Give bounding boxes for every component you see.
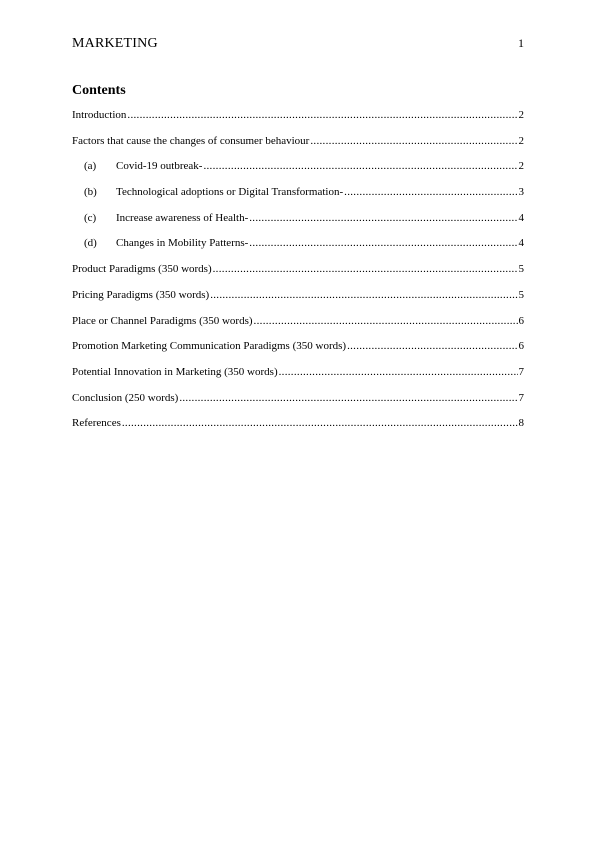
header-page-number: 1 — [518, 36, 524, 50]
toc-entry-marker: (b) — [84, 186, 97, 198]
toc-entry-conclusion[interactable] — [72, 390, 524, 406]
toc-entry-factors[interactable] — [72, 133, 524, 149]
toc-entry-technological[interactable] — [84, 184, 524, 200]
toc-dot-leader — [213, 261, 518, 277]
toc-entry-text: Factors that cause the changes of consumer behaviour — [72, 135, 310, 147]
toc-entry-page: 4 — [518, 212, 524, 224]
toc-dot-leader — [344, 184, 517, 200]
toc-entry-page: 2 — [518, 135, 524, 147]
toc-entry-covid[interactable] — [84, 158, 524, 174]
toc-dot-leader — [122, 415, 518, 431]
toc-entry-text: Product Paradigms (350 words) — [72, 263, 212, 275]
toc-dot-leader — [127, 107, 517, 123]
toc-dot-leader — [203, 158, 517, 174]
toc-dot-leader — [179, 390, 517, 406]
toc-entry-page: 3 — [518, 186, 524, 198]
toc-entry-text: Technological adoptions or Digital Transformation- — [116, 186, 344, 198]
toc-entry-introduction[interactable] — [72, 107, 524, 123]
toc-entry-page: 7 — [518, 392, 524, 404]
toc-entry-text: Introduction — [72, 109, 127, 121]
toc-entry-product[interactable] — [72, 261, 524, 277]
toc-entry-page: 5 — [518, 289, 524, 301]
toc-entry-text: Covid-19 outbreak- — [116, 160, 203, 172]
toc-entry-text: Changes in Mobility Patterns- — [116, 237, 249, 249]
toc-entry-text: Pricing Paradigms (350 words) — [72, 289, 210, 301]
toc-dot-leader — [254, 313, 518, 329]
toc-dot-leader — [210, 287, 517, 303]
toc-dot-leader — [310, 133, 517, 149]
toc-entry-page: 2 — [518, 160, 524, 172]
toc-dot-leader — [279, 364, 518, 380]
header-title: MARKETING — [72, 36, 158, 51]
toc-entry-marker: (a) — [84, 160, 97, 172]
toc-entry-page: 2 — [518, 109, 524, 121]
toc-entry-promotion[interactable] — [72, 338, 524, 354]
toc-entry-marker: (d) — [84, 237, 97, 249]
toc-entry-innovation[interactable] — [72, 364, 524, 380]
toc-entry-text: Increase awareness of Health- — [116, 212, 249, 224]
page-header — [72, 36, 524, 52]
toc-entry-text: Promotion Marketing Communication Paradigms (350 words) — [72, 340, 347, 352]
toc-dot-leader — [347, 338, 517, 354]
toc-entry-page: 6 — [518, 315, 524, 327]
toc-entry-page: 6 — [518, 340, 524, 352]
toc-entry-references[interactable] — [72, 415, 524, 431]
toc-entry-page: 5 — [518, 263, 524, 275]
toc-entry-page: 7 — [518, 366, 524, 378]
toc-entry-mobility[interactable] — [84, 235, 524, 251]
toc-entry-text: Potential Innovation in Marketing (350 words) — [72, 366, 278, 378]
toc-entry-text: Conclusion (250 words) — [72, 392, 179, 404]
toc-entry-text: References — [72, 417, 121, 429]
toc-entry-page: 4 — [518, 237, 524, 249]
toc-heading: Contents — [72, 83, 126, 98]
toc-dot-leader — [249, 210, 517, 226]
toc-entry-pricing[interactable] — [72, 287, 524, 303]
toc-entry-place[interactable] — [72, 313, 524, 329]
toc-entry-health[interactable] — [84, 210, 524, 226]
toc-dot-leader — [249, 235, 517, 251]
toc-entry-marker: (c) — [84, 212, 97, 224]
toc-entry-page: 8 — [518, 417, 524, 429]
toc-entry-text: Place or Channel Paradigms (350 words) — [72, 315, 253, 327]
